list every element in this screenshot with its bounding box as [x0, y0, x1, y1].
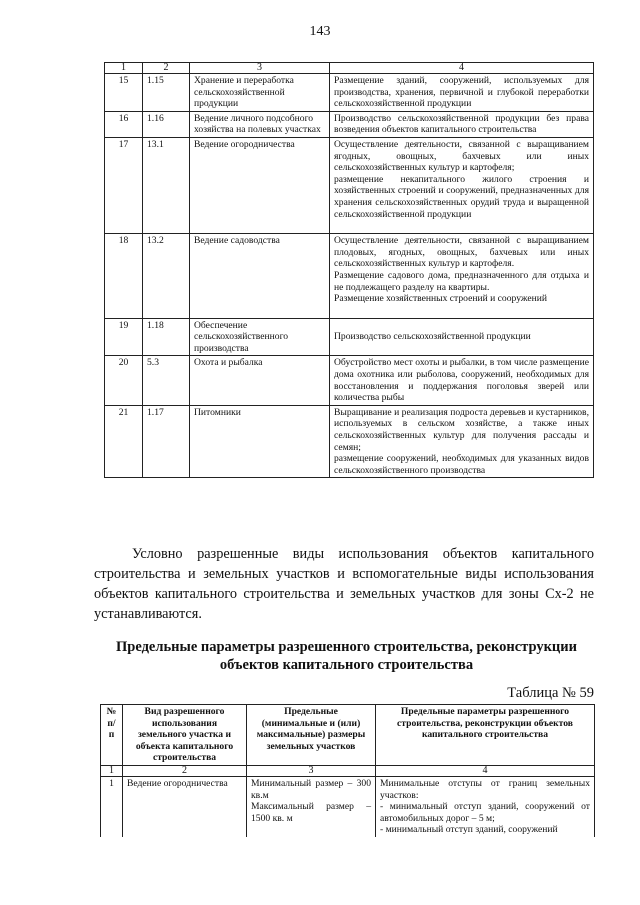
description-line: Осуществление деятельности, связанной с выращиванием ягодных, овощных, бахчевых или иных сельскохозяйственных культур и картофеля;	[334, 138, 589, 174]
row-name: Ведение огородничества	[123, 776, 247, 836]
table-row	[105, 356, 594, 405]
description-line: Размещение хозяйственных строений и сооружений	[334, 293, 548, 305]
description-line: Производство сельскохозяйственной продукции без права возведения объектов капитального строительства	[334, 112, 589, 136]
row-sizes	[247, 776, 376, 836]
section-title: Предельные параметры разрешенного строительства, реконструкции объектов капитального строительства	[115, 639, 577, 673]
table-caption: Таблица № 59	[507, 685, 594, 701]
cell-spacer	[334, 305, 589, 317]
column-number: 3	[190, 63, 330, 74]
row-number: 15	[105, 74, 143, 112]
row-name: Питомники	[190, 405, 330, 478]
table-header-row	[101, 705, 595, 766]
column-number: 1	[101, 765, 123, 776]
param-line: - минимальный отступ зданий, сооружений от автомобильных дорог – 5 м;	[380, 801, 590, 824]
row-number: 19	[105, 318, 143, 356]
parameters-table	[100, 704, 595, 837]
row-number: 21	[105, 405, 143, 478]
param-line: Минимальные отступы от границ земельных участков:	[380, 777, 590, 801]
row-name: Ведение личного подсобного хозяйства на полевых участках	[190, 111, 330, 137]
description-line: Выращивание и реализация подроста деревьев и кустарников, используемых в сельском хозяйстве, а также иных сельскохозяйственных культур для получения рассады и семян;	[334, 406, 589, 453]
row-code: 1.17	[143, 405, 190, 478]
header-cell: Вид разрешенного использования земельного участка и объекта капитального строительства	[123, 705, 247, 766]
row-description	[330, 74, 594, 112]
table-row	[105, 234, 594, 319]
row-code: 5.3	[143, 356, 190, 405]
row-name: Охота и рыбалка	[190, 356, 330, 405]
table-row	[105, 405, 594, 478]
row-description	[330, 405, 594, 478]
row-description	[330, 137, 594, 233]
land-use-table	[104, 62, 594, 478]
row-number: 20	[105, 356, 143, 405]
description-line: Размещение садового дома, предназначенного для отдыха и не подлежащего разделу на квартиры.	[334, 269, 589, 293]
row-number: 16	[105, 111, 143, 137]
cell-spacer	[334, 220, 589, 232]
description-line: Производство сельскохозяйственной продукции	[334, 331, 531, 343]
row-number: 17	[105, 137, 143, 233]
column-numbers-row	[101, 765, 595, 776]
table-row	[101, 776, 595, 836]
row-params	[376, 776, 595, 836]
column-number: 2	[143, 63, 190, 74]
row-description	[330, 318, 594, 356]
paragraph-text: Условно разрешенные виды использования объектов капитального строительства и земельных участков и вспомогательные виды использования объектов капитального строительства и земельных участков для зоны Сх-2 не устанавливаются.	[94, 546, 594, 622]
table-row	[105, 318, 594, 356]
table-header-row	[105, 63, 594, 74]
row-code: 1.15	[143, 74, 190, 112]
header-cell: Предельные параметры разрешенного строительства, реконструкции объектов капитального строительства	[376, 705, 595, 766]
column-number: 1	[105, 63, 143, 74]
row-code: 13.1	[143, 137, 190, 233]
header-cell: № п/ п	[101, 705, 123, 766]
row-name: Ведение садоводства	[190, 234, 330, 319]
description-line: Размещение зданий, сооружений, используемых для производства, хранения, первичной и глубокой переработки сельскохозяйственной продукции	[334, 75, 589, 110]
row-name: Ведение огородничества	[190, 137, 330, 233]
header-cell: Предельные (минимальные и (или) максимальные) размеры земельных участков	[247, 705, 376, 766]
description-line: Осуществление деятельности, связанной с выращиванием плодовых, ягодных, овощных, бахчевых или иных сельскохозяйственных культур и картофеля.	[334, 235, 589, 270]
table-row	[105, 137, 594, 233]
table-row	[105, 111, 594, 137]
description-line: Обустройство мест охоты и рыбалки, в том числе размещение дома охотника или рыболова, сооружений, необходимых для восстановления и поддержания поголовья зверей или количества рыбы	[334, 357, 589, 404]
size-line: Максимальный размер – 1500 кв. м	[251, 801, 371, 824]
row-code: 1.16	[143, 111, 190, 137]
body-paragraph	[94, 544, 594, 624]
param-line: - минимальный отступ зданий, сооружений	[380, 824, 558, 836]
column-number: 2	[123, 765, 247, 776]
row-name: Обеспечение сельскохозяйственного производства	[190, 318, 330, 356]
row-code: 1.18	[143, 318, 190, 356]
row-number: 1	[101, 776, 123, 836]
row-name: Хранение и переработка сельскохозяйственной продукции	[190, 74, 330, 112]
column-number: 3	[247, 765, 376, 776]
size-line: Минимальный размер – 300 кв.м	[251, 777, 371, 801]
row-description	[330, 111, 594, 137]
description-line: размещение сооружений, необходимых для указанных видов сельскохозяйственного производства	[334, 453, 589, 476]
description-line: размещение некапитального жилого строения и хозяйственных строений и сооружений, предназначенных для хранения сельскохозяйственных орудий труда и выращенной сельскохозяйственной продукции	[334, 173, 589, 220]
column-number: 4	[330, 63, 594, 74]
row-description	[330, 356, 594, 405]
page-number: 143	[309, 24, 331, 39]
row-code: 13.2	[143, 234, 190, 319]
row-number: 18	[105, 234, 143, 319]
table-row	[105, 74, 594, 112]
row-description	[330, 234, 594, 319]
column-number: 4	[376, 765, 595, 776]
